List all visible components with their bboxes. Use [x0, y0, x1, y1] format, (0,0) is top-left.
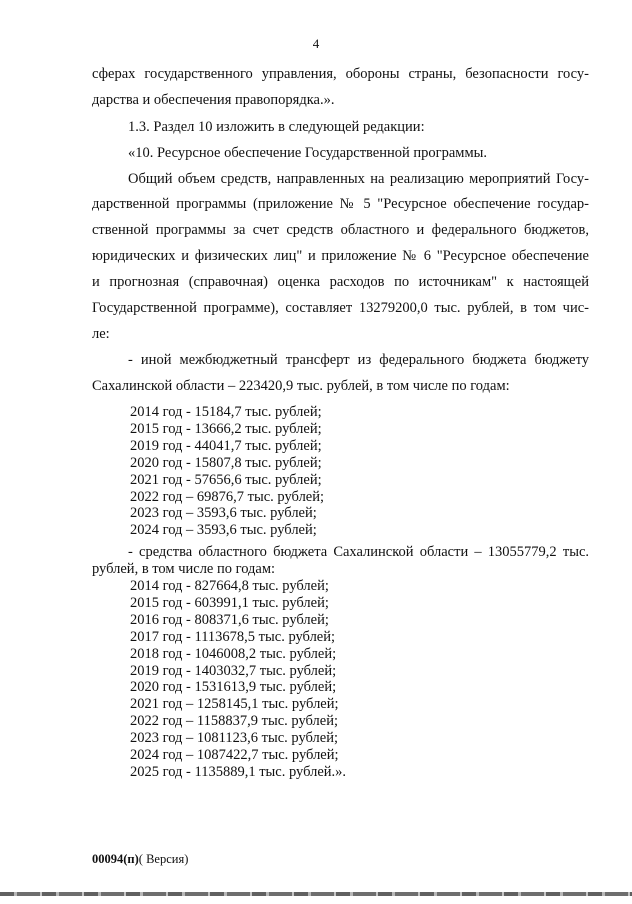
list-item: 2023 год – 3593,6 тыс. рублей; [130, 505, 317, 522]
list-item: 2019 год - 1403032,7 тыс. рублей; [130, 662, 337, 679]
list-item: 2021 год - 57656,6 тыс. рублей; [130, 471, 322, 488]
list-item: 2014 год - 15184,7 тыс. рублей; [130, 404, 322, 420]
scan-edge-rule [0, 892, 632, 896]
document-version: ( Версия) [138, 852, 189, 866]
list-item: 2024 год – 1087422,7 тыс. рублей; [130, 747, 339, 764]
continuation-line-2: дарства и обеспечения правопорядка.». [92, 92, 335, 108]
main-paragraph-line-2: дарственной программы (приложение № 5 "Ресурсное обеспечение государ- [92, 196, 589, 212]
list-item: 2021 год – 1258145,1 тыс. рублей; [130, 696, 339, 713]
main-paragraph-line-7: ле: [92, 326, 110, 342]
section-heading: «10. Ресурсное обеспечение Государственной программы. [128, 145, 488, 161]
list-item: 2019 год - 44041,7 тыс. рублей; [130, 437, 322, 454]
list-item: 2014 год - 827664,8 тыс. рублей; [130, 578, 329, 594]
document-code-number: 00094(п) [92, 852, 139, 866]
list-item: 2023 год – 1081123,6 тыс. рублей; [130, 730, 338, 747]
regional-budget-line-2: рублей, в том числе по годам: [92, 561, 276, 577]
main-paragraph-line-6: Государственной программе), составляет 13279200,0 тыс. рублей, в том чис- [92, 300, 589, 316]
list-item: 2025 год - 1135889,1 тыс. рублей.». [130, 763, 347, 780]
regional-budget-years [130, 578, 346, 781]
list-item: 2022 год – 1158837,9 тыс. рублей; [130, 713, 338, 730]
list-item: 2018 год - 1046008,2 тыс. рублей; [130, 645, 337, 662]
federal-transfer-years [130, 404, 324, 539]
federal-transfer-line-1: - иной межбюджетный трансферт из федерального бюджета бюджету [128, 352, 589, 368]
list-item: 2016 год - 808371,6 тыс. рублей; [130, 611, 329, 628]
main-paragraph-line-5: и прогнозная (справочная) оценка расходов по источникам" к настоящей [92, 274, 589, 290]
list-item: 2024 год – 3593,6 тыс. рублей; [130, 522, 317, 539]
list-item: 2015 год - 13666,2 тыс. рублей; [130, 420, 322, 437]
federal-transfer-line-2: Сахалинской области – 223420,9 тыс. рублей, в том числе по годам: [92, 378, 510, 394]
document-code [92, 852, 188, 867]
regional-budget-line-1: - средства областного бюджета Сахалинской области – 13055779,2 тыс. [128, 544, 589, 560]
main-paragraph-line-4: юридических и физических лиц" и приложение № 6 "Ресурсное обеспечение [92, 248, 589, 264]
continuation-line-1: сферах государственного управления, обороны страны, безопасности госу- [92, 66, 589, 82]
page-number: 4 [312, 36, 320, 51]
main-paragraph-line-3: ственной программы за счет средств областного и федерального бюджетов, [92, 222, 589, 238]
list-item: 2020 год - 1531613,9 тыс. рублей; [130, 679, 337, 696]
list-item: 2022 год – 69876,7 тыс. рублей; [130, 488, 325, 505]
main-paragraph-line-1: Общий объем средств, направленных на реализацию мероприятий Госу- [128, 171, 589, 187]
list-item: 2020 год - 15807,8 тыс. рублей; [130, 454, 322, 471]
list-item: 2015 год - 603991,1 тыс. рублей; [130, 594, 329, 611]
list-item: 2017 год - 1113678,5 тыс. рублей; [130, 628, 336, 645]
section-instruction: 1.3. Раздел 10 изложить в следующей редакции: [128, 119, 425, 135]
